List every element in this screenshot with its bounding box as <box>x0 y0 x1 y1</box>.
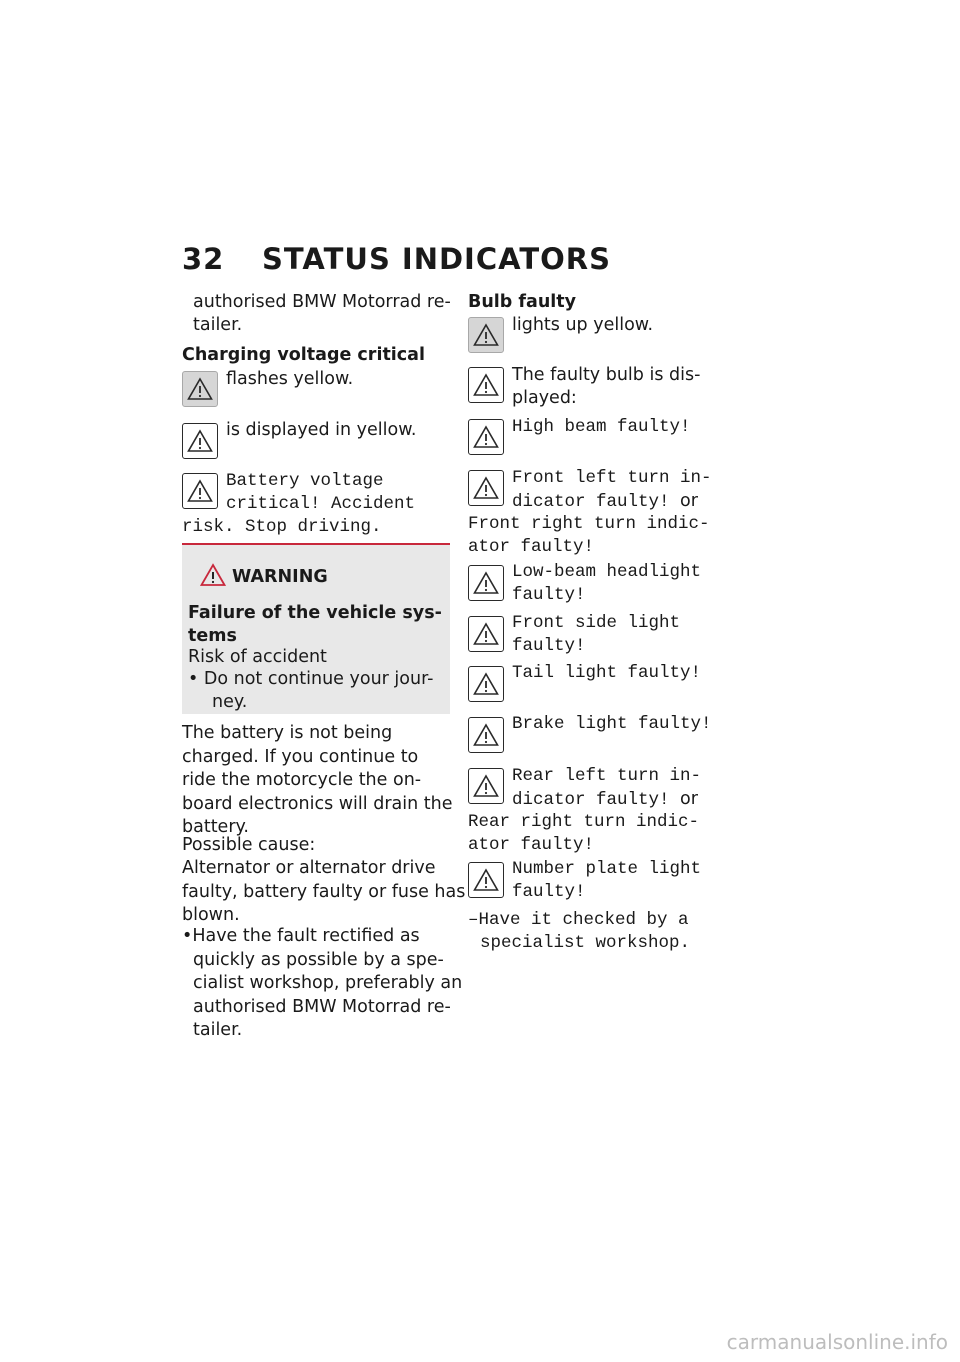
page-number: 32 <box>182 242 225 276</box>
text-line: board electronics will drain the <box>182 793 453 814</box>
warning-triangle-icon <box>468 367 504 403</box>
warning-triangle-icon <box>468 717 504 753</box>
or-text: or <box>680 491 698 511</box>
text-line: played: <box>512 388 577 408</box>
text-line: charged. If you continue to <box>182 746 419 767</box>
text-line: ride the motorcycle the on- <box>182 770 422 790</box>
message-rear-left <box>512 765 701 812</box>
warning-triangle-icon <box>182 473 218 509</box>
text-line: faulty! <box>512 636 586 656</box>
message-front-right <box>468 513 710 559</box>
text-line: specialist workshop. <box>480 933 691 953</box>
text-line: Front right turn indic- <box>468 514 710 534</box>
text-line: authorised BMW Motorrad re- <box>193 996 451 1017</box>
text-line: Alternator or alternator drive <box>182 858 436 878</box>
action-bullet <box>182 925 462 1043</box>
warning-triangle-icon <box>468 470 504 506</box>
warning-title <box>188 602 442 648</box>
display-message: risk. Stop driving. <box>182 517 382 537</box>
warning-triangle-icon <box>182 371 218 407</box>
possible-cause-label: Possible cause: <box>182 835 316 855</box>
warning-triangle-icon <box>468 419 504 455</box>
flashes-yellow-text: flashes yellow. <box>226 369 354 389</box>
warning-triangle-icon <box>468 768 504 804</box>
battery-paragraph <box>182 722 452 840</box>
text-line: faulty! <box>512 585 586 605</box>
continued-text <box>193 291 451 337</box>
text-line: Front side light <box>512 613 681 633</box>
warning-triangle-icon <box>182 423 218 459</box>
warning-box <box>182 543 450 714</box>
text-line: ator faulty! <box>468 835 595 855</box>
text-line: dicator faulty! <box>512 492 670 512</box>
display-message <box>226 470 415 516</box>
warning-triangle-icon <box>468 666 504 702</box>
text-line: Front left turn in- <box>512 468 712 488</box>
watermark: carmanualsonline.info <box>726 1330 948 1354</box>
text-line: The faulty bulb is dis- <box>512 365 701 385</box>
warning-bullet: ney. <box>212 692 248 712</box>
displayed-yellow-text: is displayed in yellow. <box>226 420 417 440</box>
message-tail-light: Tail light faulty! <box>512 663 702 683</box>
warning-bullet: • Do not continue your jour- <box>188 669 434 689</box>
lights-up-text: lights up yellow. <box>512 315 654 335</box>
warning-icon <box>200 563 226 591</box>
text-line: cialist workshop, preferably an <box>193 973 463 993</box>
text-line: Rear right turn indic- <box>468 812 700 832</box>
warning-triangle-icon <box>468 317 504 353</box>
text-line: dicator faulty! <box>512 790 670 810</box>
text-line: Failure of the vehicle sys- <box>188 603 442 623</box>
possible-cause-text <box>182 857 465 928</box>
text-line: tems <box>188 626 237 646</box>
text-line: Number plate light <box>512 859 702 879</box>
text-line: ator faulty! <box>468 537 595 557</box>
text-line: The battery is not being <box>182 723 393 743</box>
text-line: faulty! <box>512 882 586 902</box>
warning-triangle-icon <box>468 862 504 898</box>
warning-label: WARNING <box>232 567 328 587</box>
text-line: Low-beam headlight <box>512 562 702 582</box>
text-line: tailer. <box>193 1020 243 1040</box>
text-line: authorised BMW Motorrad re- <box>193 292 451 312</box>
text-line: –Have it checked by a <box>468 910 689 930</box>
message-rear-right <box>468 811 699 857</box>
message-front-side <box>512 612 680 658</box>
check-instruction <box>468 909 690 955</box>
text-line: tailer. <box>193 315 243 335</box>
or-text: or <box>680 789 698 809</box>
warning-risk: Risk of accident <box>188 647 327 667</box>
text-line: blown. <box>182 905 240 925</box>
warning-triangle-icon <box>468 616 504 652</box>
text-line: critical! Accident <box>226 494 416 514</box>
faulty-bulb-text <box>512 364 700 410</box>
text-line: Rear left turn in- <box>512 766 702 786</box>
text-line: •Have the fault rectified as <box>182 926 420 946</box>
warning-triangle-icon <box>468 565 504 601</box>
text-line: faulty, battery faulty or fuse has <box>182 881 466 902</box>
text-line: battery. <box>182 817 249 837</box>
text-line: quickly as possible by a spe- <box>193 949 444 970</box>
page-header <box>182 242 611 276</box>
charging-voltage-heading: Charging voltage critical <box>182 345 425 365</box>
message-number-plate <box>512 858 701 904</box>
page-title: STATUS INDICATORS <box>262 242 611 276</box>
message-high-beam: High beam faulty! <box>512 417 691 437</box>
message-front-left <box>512 467 712 514</box>
message-brake-light: Brake light faulty! <box>512 714 712 734</box>
message-low-beam <box>512 561 701 607</box>
text-line: Battery voltage <box>226 471 384 491</box>
bulb-faulty-heading: Bulb faulty <box>468 292 577 312</box>
